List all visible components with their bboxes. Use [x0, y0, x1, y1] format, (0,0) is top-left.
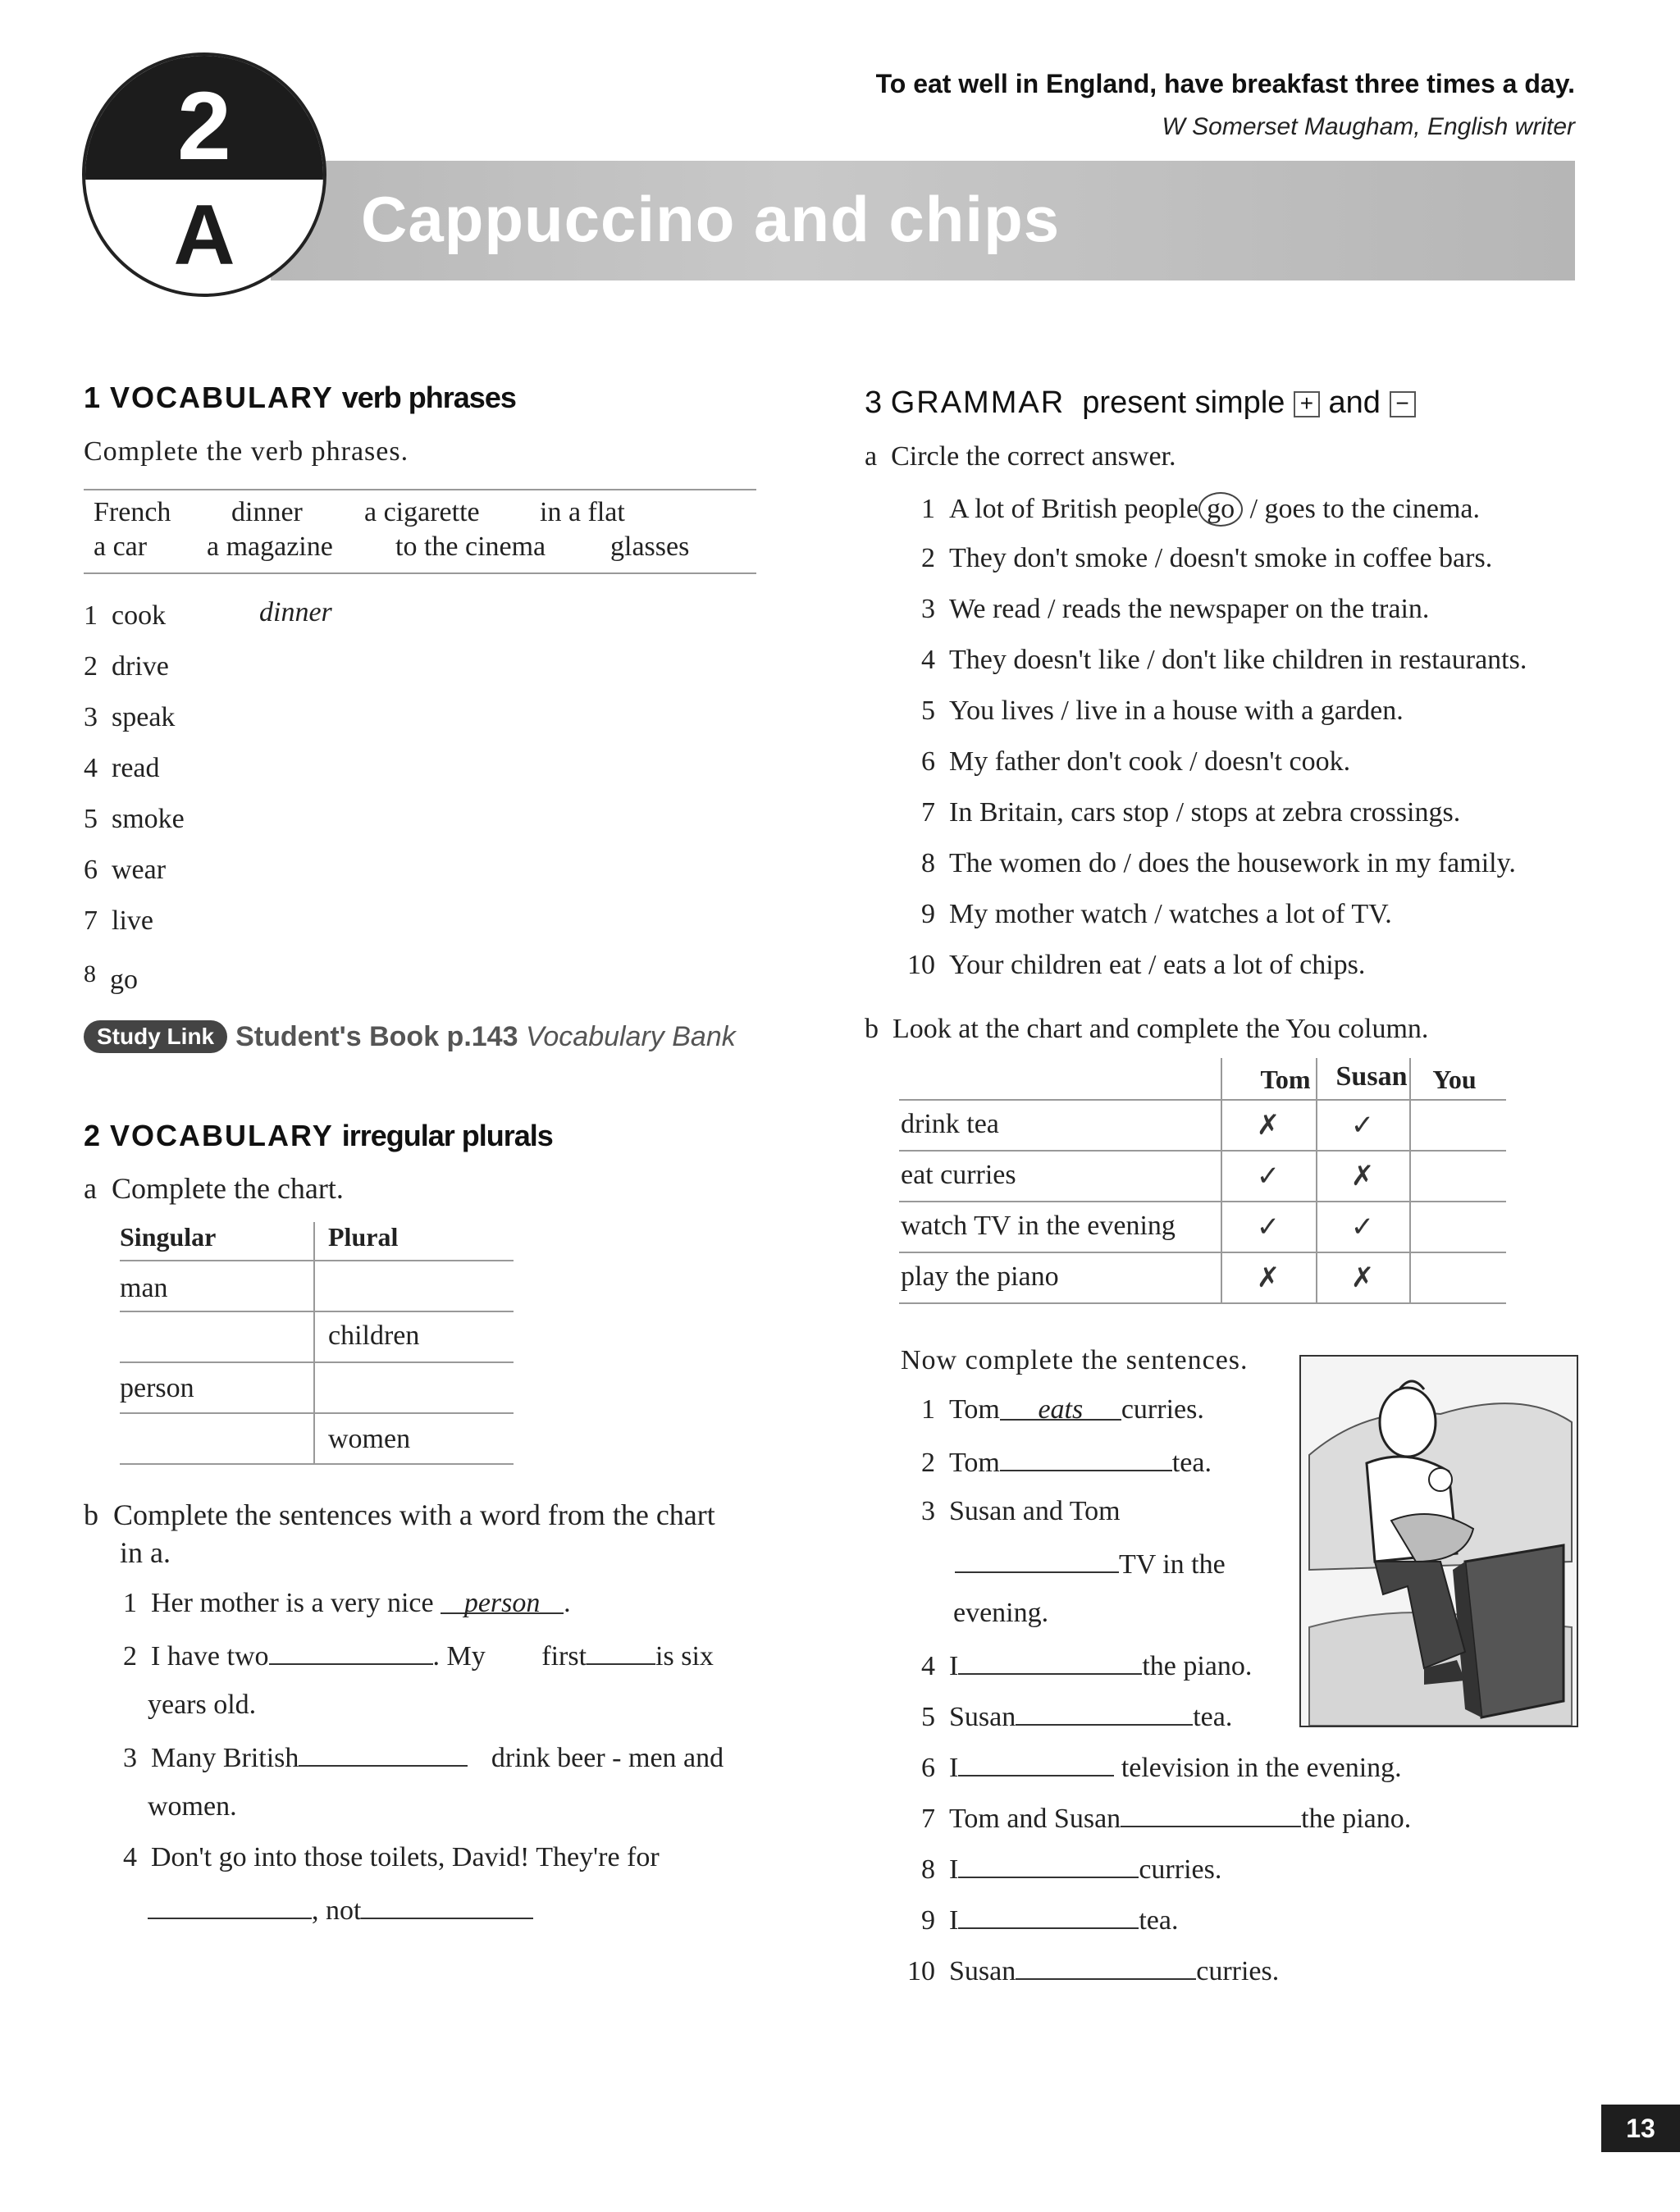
list-item: 10 Your children eat / eats a lot of chips. [907, 950, 1366, 980]
list-item: 7 live [84, 905, 153, 936]
unit-badge [82, 52, 326, 297]
sentence-2: 2 I have two . My first is six [123, 1639, 714, 1672]
list-item: 4 They doesn't like / don't like children in restaurants. [921, 645, 1527, 675]
unit-letter: A [173, 188, 235, 283]
circled-answer: go [1198, 492, 1243, 527]
study-link-badge: Study Link [84, 1020, 227, 1053]
sentence-5: 5 Susan tea. [902, 1699, 1232, 1733]
sentence-2: 2 Tom tea. [902, 1445, 1212, 1479]
table-row: women [328, 1424, 411, 1454]
list-item: 5 You lives / live in a house with a garden. [921, 696, 1404, 726]
section2b-instruction: b Complete the sentences with a word from the chart in a. [84, 1498, 715, 1569]
list-item: 1 cook [84, 600, 167, 631]
list-item: 8 The women do / does the housework in my family. [921, 848, 1516, 878]
table-row: children [328, 1320, 420, 1351]
mark: ✗ [1350, 1263, 1375, 1293]
list-item: 6 My father don't cook / doesn't cook. [921, 746, 1351, 777]
mark: ✓ [1256, 1161, 1281, 1192]
minus-icon: − [1390, 391, 1416, 417]
answer-dinner: dinner [259, 597, 332, 627]
section3b-instruction: b Look at the chart and complete the You column. [865, 1014, 1429, 1044]
plus-icon: + [1294, 391, 1320, 417]
list-item: 2 drive [84, 651, 169, 682]
sentence-3: 3 Susan and Tom [921, 1496, 1121, 1526]
list-item: 6 wear [84, 855, 167, 885]
list-item: 3 speak [84, 702, 176, 732]
mark: ✗ [1256, 1263, 1281, 1293]
sentence-3-line3: evening. [953, 1598, 1049, 1628]
mark: ✗ [1256, 1111, 1281, 1141]
sentence-3-line2: women. [148, 1791, 237, 1822]
sentence-7: 7 Tom and Susan the piano. [902, 1801, 1411, 1835]
section1-instruction: Complete the verb phrases. [84, 436, 409, 467]
unit-number: 2 [177, 72, 231, 180]
sentence-10: 10 Susan curries. [902, 1954, 1279, 1987]
sentence-1: 1 Tom eats curries. [921, 1394, 1204, 1425]
sentence-4-line2: , not [148, 1893, 533, 1927]
now-instruction: Now complete the sentences. [901, 1345, 1249, 1375]
sentence-8: 8 I curries. [902, 1852, 1221, 1886]
sentence-9: 9 I tea. [902, 1903, 1178, 1936]
sentence-3-line2: TV in the [955, 1547, 1226, 1580]
word-box-top-rule [84, 489, 756, 490]
list-item: 7 In Britain, cars stop / stops at zebra crossings. [921, 797, 1461, 828]
habits-chart [899, 1058, 1506, 1304]
table-row: man [120, 1273, 168, 1303]
list-item: 9 My mother watch / watches a lot of TV. [921, 899, 1392, 929]
col-singular: Singular [120, 1222, 217, 1252]
list-item: 5 smoke [84, 804, 185, 834]
list-item: 4 read [84, 753, 160, 783]
sentence-1: 1 Her mother is a very nice person . [123, 1588, 571, 1618]
list-item: 8 go [84, 960, 138, 995]
sentence-2-line2: years old. [148, 1690, 257, 1720]
sentence-3: 3 Many British drink beer - men and [123, 1740, 724, 1774]
header-quote: To eat well in England, have breakfast three times a day. [875, 69, 1575, 98]
mark: ✗ [1350, 1161, 1375, 1192]
col-plural: Plural [328, 1222, 399, 1252]
study-link[interactable]: Study Link Student's Book p.143 Vocabulary Bank [84, 1020, 736, 1053]
sentence-6: 6 I television in the evening. [902, 1750, 1402, 1784]
man-eating-illustration [1299, 1355, 1578, 1727]
table-row: drink tea [901, 1109, 999, 1139]
col-susan: Susan [1335, 1061, 1408, 1092]
mark: ✓ [1350, 1212, 1375, 1243]
page-number: 13 [1601, 2105, 1680, 2152]
table-row: eat curries [901, 1160, 1016, 1190]
section3a-instruction: a Circle the correct answer. [865, 441, 1176, 472]
unit-title: Cappuccino and chips [361, 183, 1061, 255]
list-item: 2 They don't smoke / doesn't smoke in coffee bars. [921, 543, 1493, 573]
mark: ✓ [1350, 1111, 1375, 1141]
table-row: person [120, 1373, 194, 1403]
col-tom: Tom [1260, 1065, 1311, 1094]
sentence-4: 4 Don't go into those toilets, David! They're for [123, 1842, 660, 1872]
plurals-chart [120, 1222, 514, 1468]
section2a-instruction: a Complete the chart. [84, 1172, 344, 1205]
word-box-bottom-rule [84, 572, 756, 574]
sentence-4: 4 I the piano. [902, 1649, 1252, 1682]
section2-heading: 2 VOCABULARY irregular plurals [84, 1119, 553, 1152]
list-item: 1 A lot of British people go / goes to the cinema. [902, 492, 1480, 527]
section3-heading: 3 GRAMMAR present simple + and − [865, 385, 1416, 421]
section1-heading: 1 VOCABULARY verb phrases [84, 381, 516, 414]
table-row: play the piano [901, 1261, 1059, 1292]
mark: ✓ [1256, 1212, 1281, 1243]
cartoon-image [1301, 1357, 1577, 1726]
table-row: watch TV in the evening [901, 1211, 1176, 1241]
list-item: 3 We read / reads the newspaper on the train. [921, 594, 1430, 624]
quote-author: W Somerset Maugham, English writer [1162, 113, 1575, 140]
col-you: You [1432, 1065, 1477, 1094]
